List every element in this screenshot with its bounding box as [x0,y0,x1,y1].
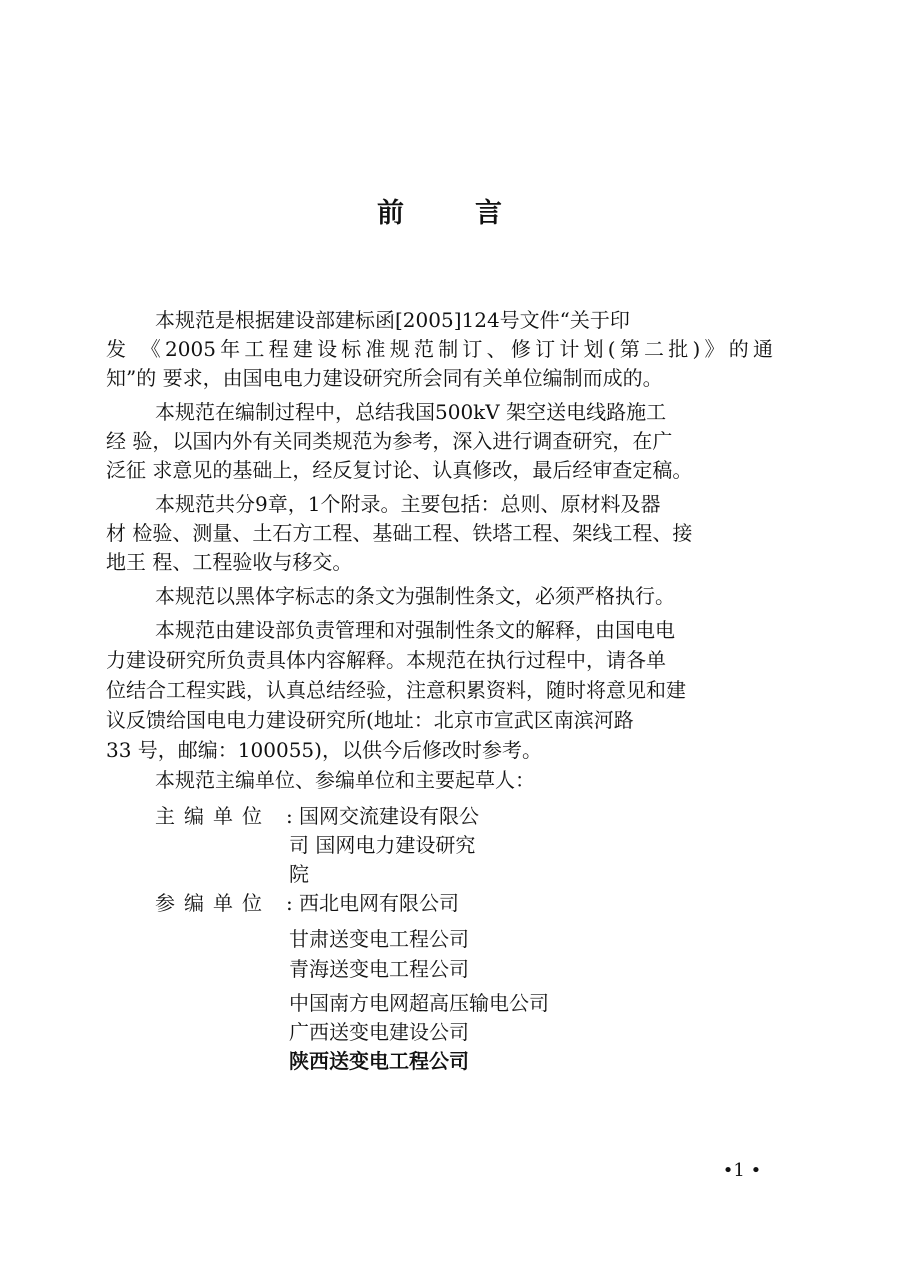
chief-editor-line-1: 国网交流建设有限公 [299,804,479,828]
paragraph-1-line-3: 知”的 要求，由国电电力建设研究所会同有关单位编制而成的。 [106,366,663,390]
page-number: •1 • [722,1160,762,1181]
title-char-2: 言 [475,198,502,229]
chief-editor-line-3: 院 [289,862,309,886]
co-editor-line-3: 青海送变电工程公司 [289,957,469,981]
paragraph-4-line-1: 本规范以黑体字标志的条文为强制性条文，必须严格执行。 [155,584,675,608]
co-editor-label: 参编单位 [155,891,271,915]
co-editor-line-5: 广西送变电建设公司 [289,1020,469,1044]
title-char-1: 前 [377,198,404,229]
chief-editor-label: 主编单位 [155,804,271,828]
co-editor-line-6: 陕西送变电工程公司 [289,1049,469,1073]
co-editor-colon: : [286,891,293,915]
paragraph-3-line-1: 本规范共分9章，1个附录。主要包括：总则、原材料及器 [155,492,661,516]
paragraph-5-line-1: 本规范由建设部负责管理和对强制性条文的解释，由国电电 [155,618,675,642]
co-editor-line-2: 甘肃送变电工程公司 [289,927,469,951]
paragraph-3-line-3: 地王 程、工程验收与移交。 [106,550,353,574]
paragraph-2-line-3: 泛征 求意见的基础上，经反复讨论、认真修改，最后经审查定稿。 [106,458,693,482]
paragraph-5-line-4: 议反馈给国电电力建设研究所(地址：北京市宣武区南滨河路 [106,708,634,732]
paragraph-5-line-2: 力建设研究所负责具体内容解释。本规范在执行过程中，请各单 [106,648,666,672]
paragraph-2-line-2: 经 验，以国内外有关同类规范为参考，深入进行调查研究，在广 [106,429,673,453]
co-editor-line-1: 西北电网有限公司 [299,891,459,915]
chief-editor-colon: : [286,804,293,828]
paragraph-1-line-1: 本规范是根据建设部建标函[2005]124号文件“关于印 [155,308,630,332]
paragraph-2-line-1: 本规范在编制过程中，总结我国500kV 架空送电线路施工 [155,400,667,424]
page-title [0,196,909,236]
chief-editor-line-2: 司 国网电力建设研究 [289,833,476,857]
paragraph-5-line-3: 位结合工程实践，认真总结经验，注意积累资料，随时将意见和建 [106,678,686,702]
co-editor-line-4: 中国南方电网超高压输电公司 [289,991,549,1015]
paragraph-6-line-1: 本规范主编单位、参编单位和主要起草人： [155,768,535,792]
paragraph-3-line-2: 材 检验、测量、土石方工程、基础工程、铁塔工程、架线工程、接 [106,521,693,545]
paragraph-1-line-2: 发 《2005年工程建设标准规范制订、修订计划(第二批)》的通 [106,337,773,361]
paragraph-5-line-5: 33 号，邮编：100055)，以供今后修改时参考。 [106,738,542,762]
